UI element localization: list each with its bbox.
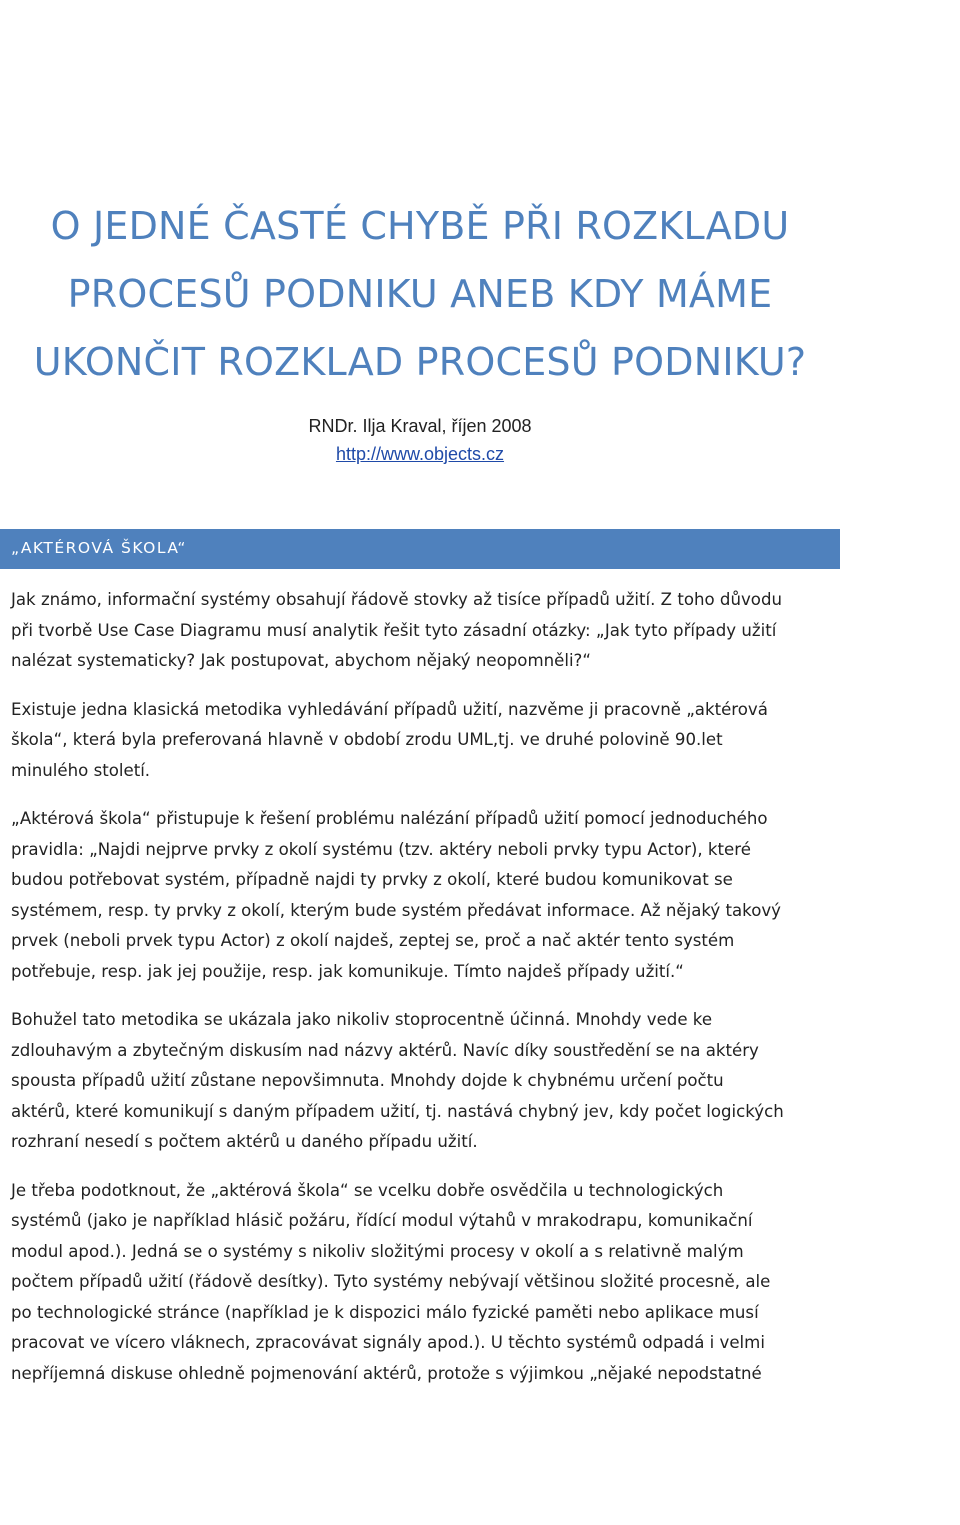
text-line: počtem případů užití (řádově desítky). Tyto systémy nebývají většinou složité procesně, ale (11, 1272, 771, 1291)
author-date: RNDr. Ilja Kraval, říjen 2008 (308, 416, 532, 436)
text-line: škola“, která byla preferovaná hlavně v období zrodu UML,tj. ve druhé polovině 90.let (11, 730, 723, 749)
text-line: spousta případů užití zůstane nepovšimnuta. Mnohdy dojde k chybnému určení počtu (11, 1071, 724, 1090)
text-line: aktérů, které komunikují s daným případem užití, tj. nastává chybný jev, kdy počet logických (11, 1101, 784, 1121)
text-line: „Aktérová škola“ přistupuje k řešení problému nalézání případů užití pomocí jednoduchého (11, 809, 768, 828)
text-line: Je třeba podotknout, že „aktérová škola“ se vcelku dobře osvědčila u technologických (11, 1180, 724, 1200)
body-text (11, 585, 841, 1407)
text-line: systémem, resp. ty prvky z okolí, kterým bude systém předávat informace. Až nějaký takový (11, 900, 781, 920)
text-line: pracovat ve vícero vláknech, zpracovávat signály apod.). U těchto systémů odpadá i velmi (11, 1333, 765, 1352)
text-line: při tvorbě Use Case Diagramu musí analytik řešit tyto zásadní otázky: „Jak tyto případy užití (11, 620, 777, 640)
website-link[interactable]: http://www.objects.cz (335, 444, 505, 464)
paragraph (11, 695, 841, 787)
paragraph (11, 1005, 841, 1158)
text-line: minulého století. (11, 760, 151, 780)
text-line: Jak známo, informační systémy obsahují řádově stovky až tisíce případů užití. Z toho důvodu (11, 590, 782, 609)
text-line: Existuje jedna klasická metodika vyhledávání případů užití, nazvěme ji pracovně „aktérová (11, 699, 768, 719)
text-line: Bohužel tato metodika se ukázala jako nikoliv stoprocentně účinná. Mnohdy vede ke (11, 1010, 713, 1029)
text-line: nepříjemná diskuse ohledně pojmenování aktérů, protože s výjimkou „nějaké nepodstatné (11, 1363, 762, 1383)
text-line: modul apod.). Jedná se o systémy s nikoliv složitými procesy v okolí a s relativně malým (11, 1241, 744, 1261)
paragraph (11, 585, 841, 677)
title-line: O JEDNÉ ČASTÉ CHYBĚ PŘI ROZKLADU (50, 204, 790, 248)
section-heading: „AKTÉROVÁ ŠKOLA“ (11, 539, 187, 557)
paragraph (11, 1176, 841, 1390)
title-line: UKONČIT ROZKLAD PROCESŮ PODNIKU? (33, 340, 807, 384)
byline (0, 412, 840, 468)
text-line: prvek (neboli prvek typu Actor) z okolí najdeš, zeptej se, proč a nač aktér tento systém (11, 931, 735, 950)
paragraph (11, 804, 841, 987)
text-line: zdlouhavým a zbytečným diskusím nad názvy aktérů. Navíc díky soustředění se na aktéry (11, 1040, 759, 1060)
title-line: PROCESŮ PODNIKU ANEB KDY MÁME (67, 272, 773, 316)
text-line: potřebuje, resp. jak jej použije, resp. jak komunikuje. Tímto najdeš případy užití.“ (11, 961, 684, 981)
text-line: budou potřebovat systém, případně najdi ty prvky z okolí, které budou komunikovat se (11, 870, 733, 889)
text-line: po technologické stránce (například je k dispozici málo fyzické paměti nebo aplikace musí (11, 1302, 759, 1322)
text-line: pravidla: „Najdi nejprve prvky z okolí systému (tzv. aktéry neboli prvky typu Actor), které (11, 839, 751, 859)
document-title (0, 192, 840, 396)
text-line: nalézat systematicky? Jak postupovat, abychom nějaký neopomněli?“ (11, 651, 591, 670)
section-heading-bar (0, 529, 840, 569)
text-line: systémů (jako je například hlásič požáru, řídící modul výtahů v mrakodrapu, komunikační (11, 1211, 753, 1230)
text-line: rozhraní nesedí s počtem aktérů u daného případu užití. (11, 1132, 478, 1151)
